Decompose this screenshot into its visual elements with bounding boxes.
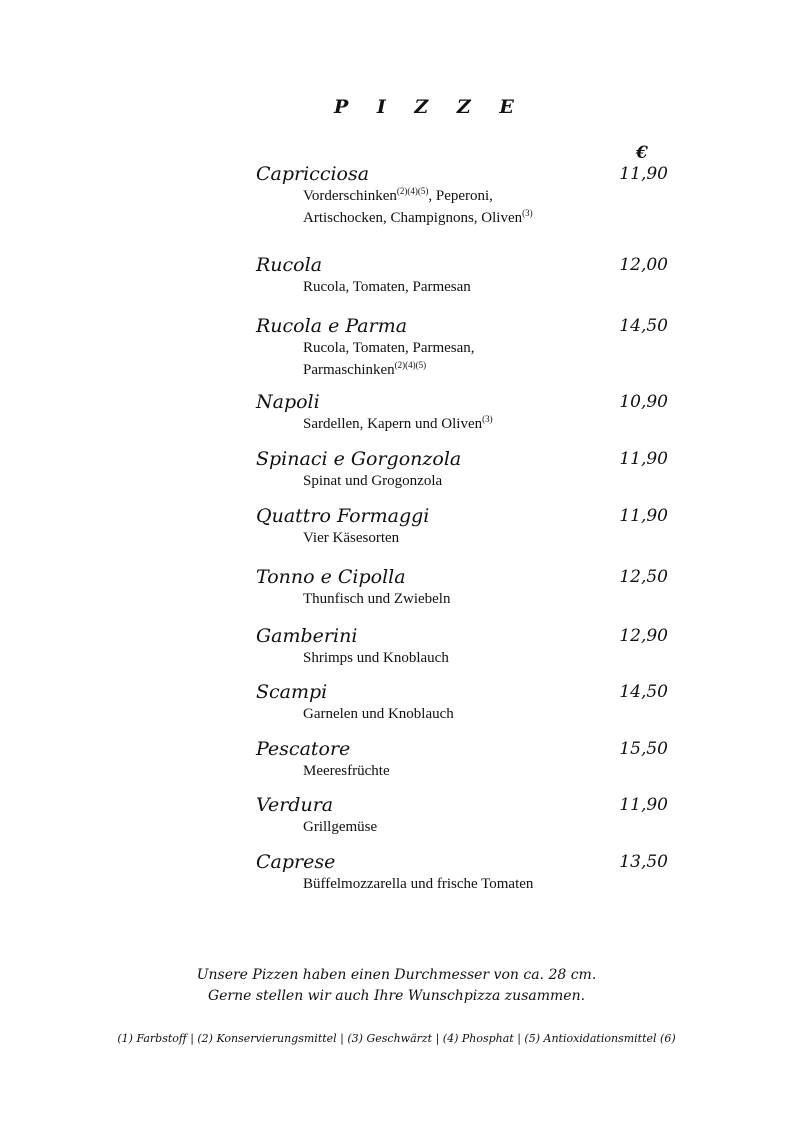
pizza-ingredients: [303, 276, 668, 298]
menu-item: [256, 391, 668, 435]
pizza-price: 11,90: [619, 164, 668, 184]
pizza-price: 13,50: [619, 852, 668, 872]
menu-item: [256, 851, 668, 895]
pizza-name: Rucola e Parma: [256, 315, 408, 337]
pizza-name: Tonno e Cipolla: [256, 566, 406, 588]
custom-pizza-note: Gerne stellen wir auch Ihre Wunschpizza zusammen.: [207, 988, 586, 1004]
pizza-name: Pescatore: [256, 738, 351, 760]
pizza-price: 11,90: [619, 795, 668, 815]
pizza-name: Rucola: [256, 254, 323, 276]
pizza-price: 12,00: [619, 255, 668, 275]
pizza-ingredients: [303, 760, 668, 782]
ingredient-text: Sardellen, Kapern und Oliven: [303, 416, 483, 432]
menu-item: [256, 566, 668, 610]
ingredient-text: Shrimps und Knoblauch: [303, 650, 449, 666]
menu-item: [256, 315, 668, 381]
additive-footnote: (2)(4)(5): [394, 360, 427, 370]
pizza-price: 10,90: [619, 392, 668, 412]
pizza-ingredients: [303, 588, 668, 610]
pizza-name: Verdura: [256, 794, 334, 816]
pizza-ingredients: [303, 873, 668, 895]
pizza-name: Caprese: [256, 851, 336, 873]
ingredient-text: Artischocken, Champignons, Oliven: [303, 210, 523, 226]
additive-footnote: (2)(4)(5): [396, 186, 429, 196]
pizza-ingredients: [303, 527, 668, 549]
pizza-name: Capricciosa: [256, 163, 370, 185]
pizza-name: Scampi: [256, 681, 328, 703]
additive-footnote: (3): [522, 208, 533, 218]
pizza-price: 14,50: [619, 316, 668, 336]
diameter-note: Unsere Pizzen haben einen Durchmesser von ca. 28 cm.: [196, 967, 597, 983]
menu-item: [256, 738, 668, 782]
ingredient-text: Parmaschinken: [303, 362, 395, 378]
pizza-price: 12,50: [619, 567, 668, 587]
pizza-name: Gamberini: [256, 625, 358, 647]
pizza-ingredients: [303, 185, 668, 207]
pizza-price: 15,50: [619, 739, 668, 759]
additives-legend: (1) Farbstoff | (2) Konservierungsmittel | (3) Geschwärzt | (4) Phosphat | (5) Antioxidationsmittel (6): [117, 1032, 676, 1045]
pizza-ingredients: [303, 647, 668, 669]
pizza-ingredients: [303, 207, 668, 229]
menu-item: [256, 681, 668, 725]
ingredient-text: Garnelen und Knoblauch: [303, 706, 454, 722]
pizza-ingredients: [303, 359, 668, 381]
pizza-price: 11,90: [619, 449, 668, 469]
ingredient-text: , Peperoni,: [428, 188, 493, 204]
pizza-price: 14,50: [619, 682, 668, 702]
currency-symbol: €: [636, 143, 648, 163]
additive-footnote: (3): [482, 414, 493, 424]
menu-item: [256, 163, 668, 229]
pizza-ingredients: [303, 337, 668, 359]
ingredient-text: Thunfisch und Zwiebeln: [303, 591, 451, 607]
pizza-name: Napoli: [256, 391, 320, 413]
menu-item: [256, 254, 668, 298]
ingredient-text: Spinat und Grogonzola: [303, 473, 443, 489]
pizza-ingredients: [303, 816, 668, 838]
ingredient-text: Rucola, Tomaten, Parmesan: [303, 279, 471, 295]
menu-item: [256, 505, 668, 549]
ingredient-text: Rucola, Tomaten, Parmesan,: [303, 340, 475, 356]
pizza-ingredients: [303, 413, 668, 435]
pizza-price: 11,90: [619, 506, 668, 526]
ingredient-text: Grillgemüse: [303, 819, 378, 835]
pizza-name: Quattro Formaggi: [256, 505, 430, 527]
menu-title: P I Z Z E: [334, 96, 525, 118]
pizza-ingredients: [303, 470, 668, 492]
menu-item: [256, 625, 668, 669]
pizza-name: Spinaci e Gorgonzola: [256, 448, 462, 470]
ingredient-text: Meeresfrüchte: [303, 763, 390, 779]
ingredient-text: Vier Käsesorten: [303, 530, 400, 546]
pizza-ingredients: [303, 703, 668, 725]
pizza-price: 12,90: [619, 626, 668, 646]
menu-item: [256, 794, 668, 838]
menu-item: [256, 448, 668, 492]
ingredient-text: Vorderschinken: [303, 188, 397, 204]
ingredient-text: Büffelmozzarella und frische Tomaten: [303, 876, 534, 892]
